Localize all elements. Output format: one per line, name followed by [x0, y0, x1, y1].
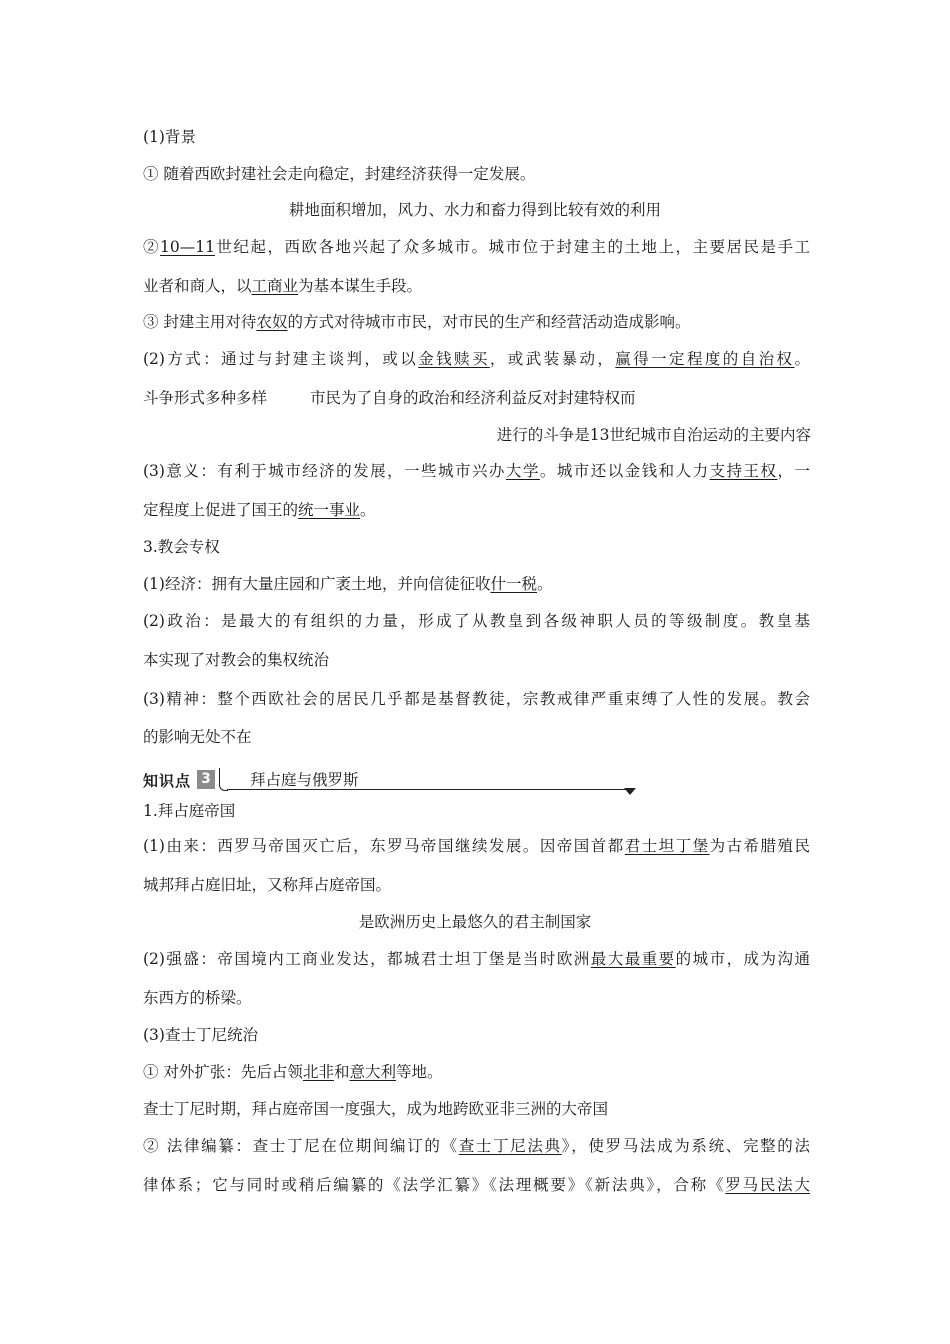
background-point-3: [143, 311, 690, 333]
underlined-answer: 罗马民法大: [725, 1176, 810, 1194]
text: (3)意义：有利于城市经济的发展，一些城市兴办: [143, 462, 506, 480]
section-heading: 3.教会专权: [143, 538, 220, 556]
text: ，一: [777, 462, 810, 480]
text: 世纪起，西欧各地兴起了众多城市。城市位于封建主的土地上，主要居民是手工: [214, 238, 810, 256]
annotation-note: 市民为了自身的政治和经济利益反对封建特权而: [310, 389, 636, 407]
origin-paragraph: [143, 835, 810, 857]
spirit-paragraph-cont: 的影响无处不在: [143, 728, 252, 746]
text: 。: [360, 501, 376, 519]
spirit-paragraph: (3)精神：整个西欧社会的居民几乎都是基督教徒，宗教戒律严重束缚了人性的发展。教会: [143, 690, 810, 708]
underlined-answer: 大学: [505, 462, 540, 480]
underlined-answer: 君士坦丁堡: [624, 837, 710, 855]
law-paragraph-cont: [143, 1174, 810, 1196]
background-point-1: [143, 163, 535, 185]
background-point-2: [143, 236, 810, 258]
text: 的城市，成为沟通: [675, 950, 810, 968]
expansion-paragraph: [143, 1061, 443, 1083]
text: 的方式对待城市市民，对市民的生产和经营活动造成影响。: [287, 313, 691, 331]
annotation-note: 进行的斗争是13世纪城市自治运动的主要内容: [496, 426, 811, 444]
text: ②: [143, 238, 161, 256]
economy-paragraph: [143, 573, 553, 595]
text: 为古希腊殖民: [709, 837, 810, 855]
prosperity-paragraph-cont: 东西方的桥梁。: [143, 989, 252, 1007]
origin-paragraph-cont: 城邦拜占庭旧址，又称拜占庭帝国。: [143, 876, 392, 894]
method-paragraph: [143, 348, 810, 370]
knowledge-point-number: 3: [197, 770, 215, 789]
annotation-note: 是欧洲历史上最悠久的君主制国家: [358, 913, 592, 931]
underlined-answer: 北非: [302, 1063, 334, 1081]
justinian-heading: (3)查士丁尼统治: [143, 1026, 258, 1044]
text: 业者和商人，以: [143, 277, 252, 295]
text: 。城市还以金钱和人力: [539, 462, 710, 480]
prosperity-paragraph: [143, 948, 810, 970]
text: 》，使罗马法成为系统、完整的法: [561, 1137, 810, 1155]
underlined-answer: 查士丁尼法典: [458, 1137, 562, 1155]
underlined-answer: 支持王权: [709, 462, 778, 480]
text: (2)强盛：帝国境内工商业发达，都城君士坦丁堡是当时欧洲: [143, 950, 591, 968]
underlined-answer: 赢得一定程度的自治权: [615, 350, 795, 368]
underlined-answer: 10—11: [160, 238, 215, 256]
annotation-note: 教皇基: [758, 612, 810, 630]
annotation-note: 斗争形式多种多样: [143, 389, 268, 407]
underlined-answer: 工商业: [251, 277, 299, 295]
bracket-decoration: [219, 768, 228, 791]
underlined-answer: 金钱赎买: [418, 350, 490, 368]
text: ② 法律编纂：查士丁尼在位期间编订的《: [143, 1137, 459, 1155]
annotation-note: 查士丁尼时期，拜占庭帝国一度强大，成为地跨欧亚非三洲的大帝国: [143, 1100, 609, 1118]
text: 和: [333, 1063, 350, 1081]
annotation-note: 本实现了对教会的集权统治: [143, 651, 330, 669]
annotation-note: 耕地面积增加，风力、水力和畜力得到比较有效的利用: [288, 201, 661, 219]
text: 律体系；它与同时或稍后编纂的《法学汇纂》《法理概要》《新法典》，合称《: [143, 1176, 726, 1194]
knowledge-point-title: 拜占庭与俄罗斯: [250, 771, 359, 789]
background-point-2-cont: [143, 275, 422, 297]
divider-line: [227, 789, 627, 790]
text: (2)政治：是最大的有组织的力量，形成了从教皇到各级神职人员的等级制度。: [143, 612, 759, 630]
underlined-answer: 农奴: [256, 313, 288, 331]
law-paragraph: [143, 1135, 810, 1157]
text: 。: [794, 350, 810, 368]
background-heading: (1)背景: [143, 128, 196, 146]
text: (1)由来：西罗马帝国灭亡后，东罗马帝国继续发展。因帝国首都: [143, 837, 625, 855]
underlined-answer: 意大利: [349, 1063, 396, 1081]
knowledge-point-label: 知识点: [143, 772, 192, 790]
knowledge-point-banner: [143, 768, 643, 794]
triangle-marker-icon: [624, 788, 636, 795]
text: ① 对外扩张：先后占领: [143, 1063, 303, 1081]
text: 。: [536, 575, 553, 593]
text: 等地。: [395, 1063, 443, 1081]
text: 定程度上促进了国王的: [143, 501, 299, 519]
byzantine-heading: 1.拜占庭帝国: [143, 802, 236, 820]
text: ③ 封建主用对待: [143, 313, 257, 331]
text: (1)经济：拥有大量庄园和广袤土地，并向信徒征收: [143, 575, 491, 593]
text: ① 随着西欧封建社会走向稳定，封建经济获得一定发展。: [143, 165, 536, 183]
significance-paragraph: [143, 460, 810, 482]
text: (2)方式：通过与封建主谈判，或以: [143, 350, 419, 368]
text: 为基本谋生手段。: [298, 277, 423, 295]
text: ，或武装暴动，: [489, 350, 616, 368]
significance-paragraph-cont: [143, 499, 376, 521]
underlined-answer: 最大最重要: [590, 950, 676, 968]
underlined-answer: 统一事业: [298, 501, 361, 519]
politics-paragraph: [143, 610, 810, 632]
underlined-answer: 什一税: [490, 575, 537, 593]
